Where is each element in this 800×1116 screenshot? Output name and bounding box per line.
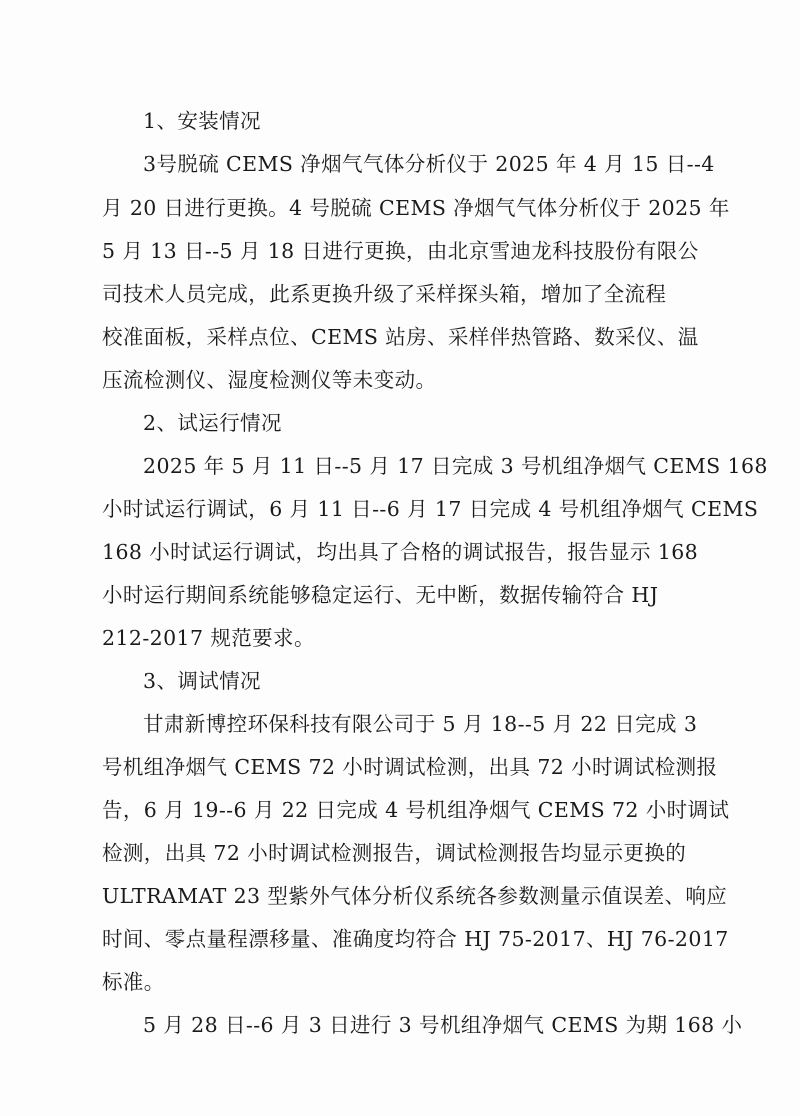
- paragraph-line: 2025 年 5 月 11 日--5 月 17 日完成 3 号机组净烟气 CEMS 168: [143, 454, 768, 478]
- section-2-heading: 2、试运行情况: [143, 411, 282, 435]
- section-3-heading: 3、调试情况: [143, 669, 261, 693]
- paragraph-line: 212-2017 规范要求。: [102, 626, 315, 650]
- paragraph-line: 5 月 28 日--6 月 3 日进行 3 号机组净烟气 CEMS 为期 168 小: [143, 1013, 743, 1037]
- paragraph-line: 告，6 月 19--6 月 22 日完成 4 号机组净烟气 CEMS 72 小时调试: [102, 798, 730, 822]
- paragraph-line: 司技术人员完成，此系更换升级了采样探头箱，增加了全流程: [102, 282, 667, 306]
- paragraph-line: 号机组净烟气 CEMS 72 小时调试检测，出具 72 小时调试检测报: [102, 755, 718, 779]
- paragraph-line: 小时试运行调试，6 月 11 日--6 月 17 日完成 4 号机组净烟气 CEMS: [102, 497, 759, 521]
- paragraph-line: 168 小时试运行调试，均出具了合格的调试报告，报告显示 168: [102, 540, 699, 564]
- paragraph-line: 压流检测仪、湿度检测仪等未变动。: [102, 368, 437, 392]
- paragraph-line: 时间、零点量程漂移量、准确度均符合 HJ 75-2017、HJ 76-2017: [102, 927, 729, 951]
- paragraph-line: 5 月 13 日--5 月 18 日进行更换，由北京雪迪龙科技股份有限公: [102, 239, 699, 263]
- paragraph-line: 甘肃新博控环保科技有限公司于 5 月 18--5 月 22 日完成 3: [143, 712, 698, 736]
- paragraph-line: 校准面板，采样点位、CEMS 站房、采样伴热管路、数采仪、温: [102, 325, 699, 349]
- paragraph-line: 标准。: [102, 970, 165, 994]
- paragraph-line: ULTRAMAT 23 型紫外气体分析仪系统各参数测量示值误差、响应: [102, 884, 728, 908]
- section-1-heading: 1、安装情况: [143, 109, 261, 133]
- paragraph-line: 3号脱硫 CEMS 净烟气气体分析仪于 2025 年 4 月 15 日--4: [143, 152, 715, 176]
- paragraph-line: 小时运行期间系统能够稳定运行、无中断，数据传输符合 HJ: [102, 583, 659, 607]
- paragraph-line: 月 20 日进行更换。4 号脱硫 CEMS 净烟气气体分析仪于 2025 年: [102, 196, 730, 220]
- paragraph-line: 检测，出具 72 小时调试检测报告，调试检测报告均显示更换的: [102, 841, 687, 865]
